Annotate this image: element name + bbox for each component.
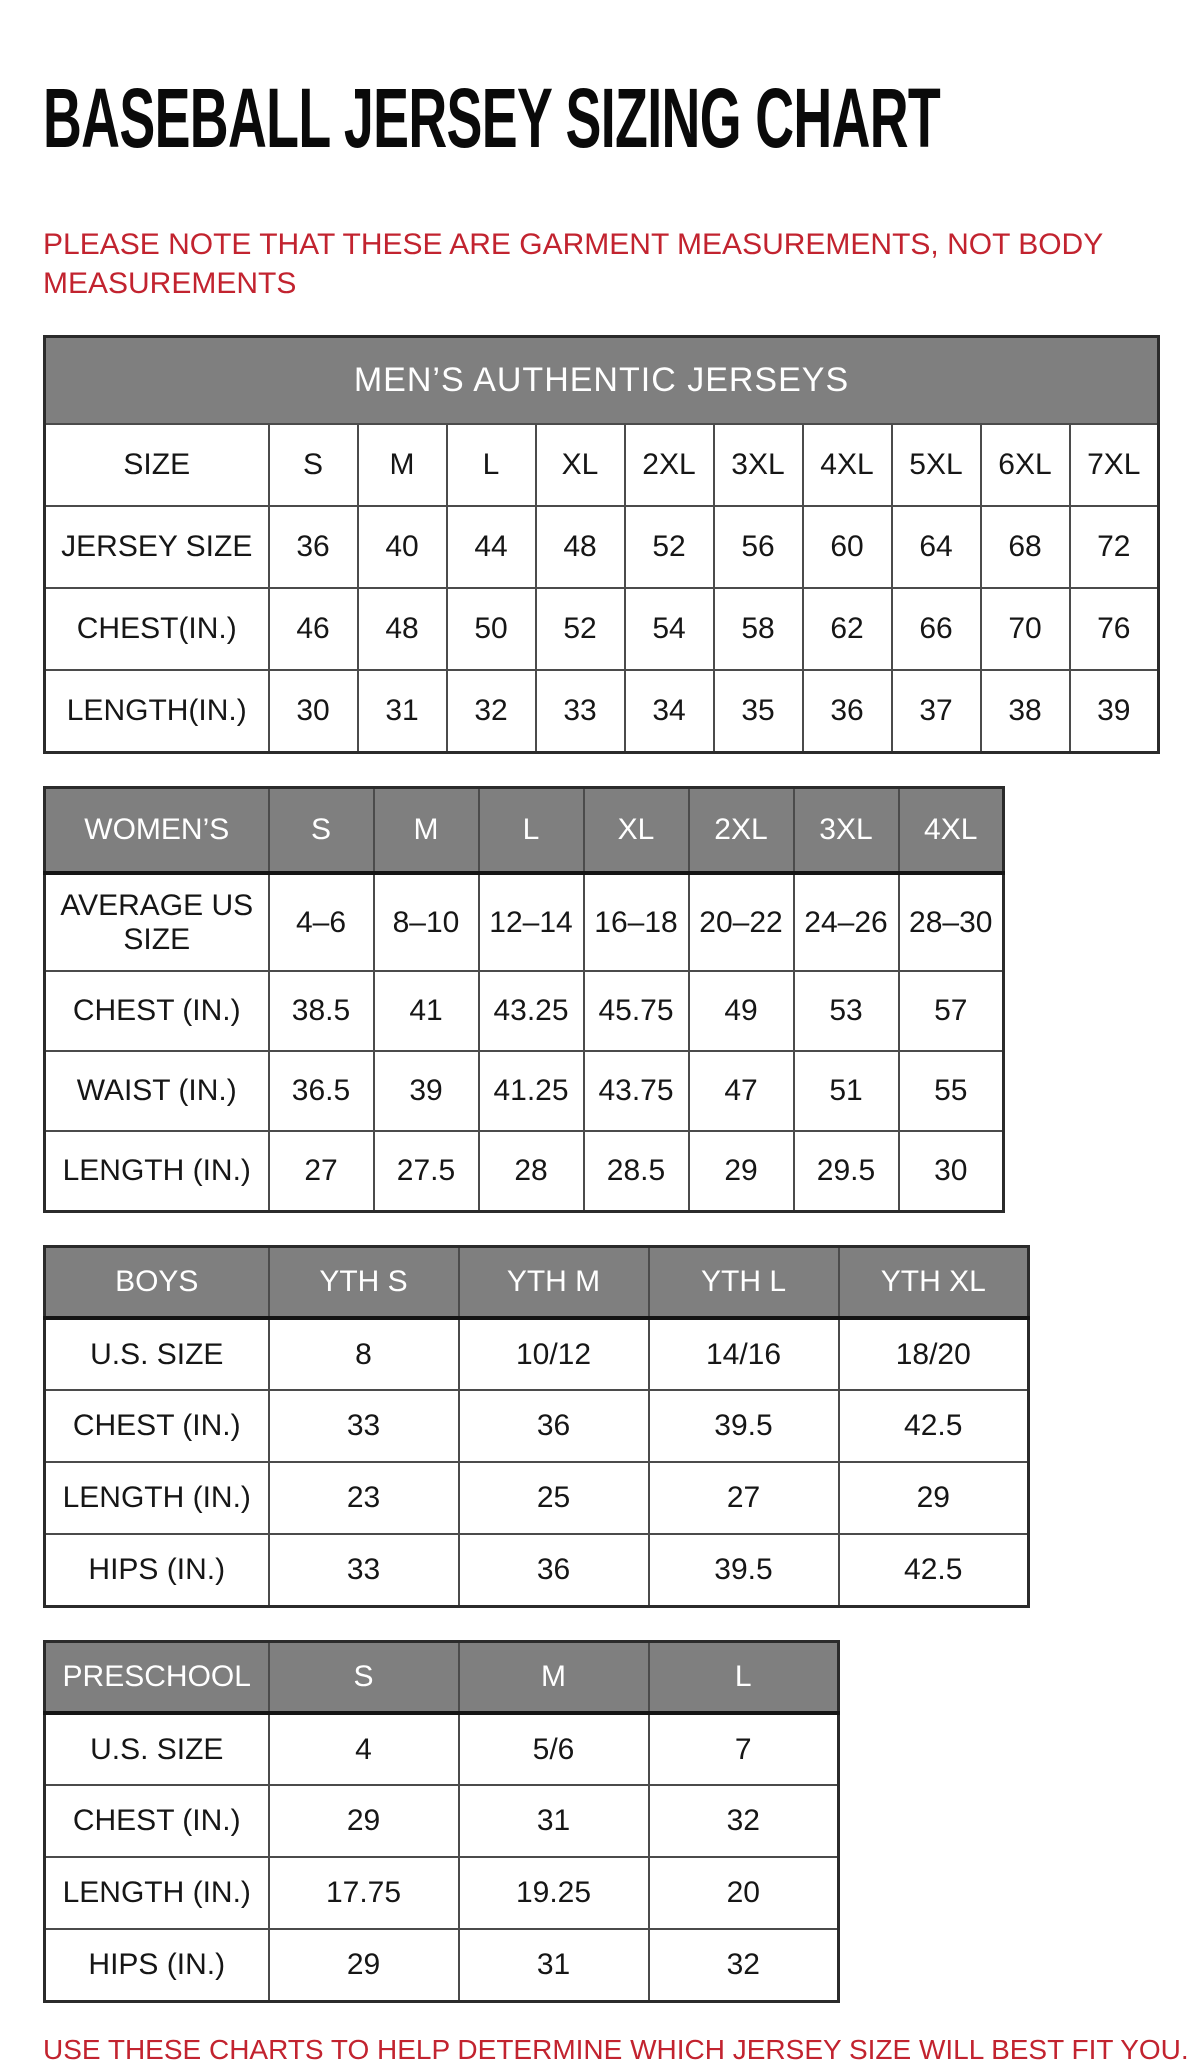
value-cell: 48: [358, 588, 447, 670]
value-cell: 47: [689, 1051, 794, 1131]
value-cell: 39: [1070, 670, 1159, 752]
column-header-cell: YTH S: [269, 1246, 459, 1318]
value-cell: 28–30: [899, 873, 1004, 971]
row-label-cell: LENGTH (IN.): [45, 1857, 269, 1929]
value-cell: 12–14: [479, 873, 584, 971]
row-label-cell: SIZE: [45, 424, 269, 506]
value-cell: 31: [459, 1929, 649, 2001]
value-cell: 28: [479, 1131, 584, 1211]
value-cell: 25: [459, 1462, 649, 1534]
value-cell: 29: [689, 1131, 794, 1211]
value-cell: 19.25: [459, 1857, 649, 1929]
value-cell: 60: [803, 506, 892, 588]
value-cell: 33: [269, 1534, 459, 1606]
boys-sizing-table: [43, 1245, 1030, 1608]
value-cell: 18/20: [839, 1318, 1029, 1390]
value-cell: 14/16: [649, 1318, 839, 1390]
row-label-cell: U.S. SIZE: [45, 1713, 269, 1785]
row-label-cell: CHEST (IN.): [45, 1785, 269, 1857]
value-cell: 42.5: [839, 1534, 1029, 1606]
column-header-cell: L: [479, 787, 584, 873]
value-cell: 27.5: [374, 1131, 479, 1211]
value-cell: 5XL: [892, 424, 981, 506]
column-header-cell: L: [649, 1641, 839, 1713]
table-header-label: BOYS: [45, 1246, 269, 1318]
value-cell: 30: [269, 670, 358, 752]
value-cell: 48: [536, 506, 625, 588]
value-cell: 4: [269, 1713, 459, 1785]
value-cell: 3XL: [714, 424, 803, 506]
value-cell: 54: [625, 588, 714, 670]
column-header-cell: 2XL: [689, 787, 794, 873]
value-cell: 29.5: [794, 1131, 899, 1211]
value-cell: 38: [981, 670, 1070, 752]
garment-measurement-note: PLEASE NOTE THAT THESE ARE GARMENT MEASUREMENTS, NOT BODY MEASUREMENTS: [43, 227, 1103, 300]
column-header-cell: M: [459, 1641, 649, 1713]
value-cell: 30: [899, 1131, 1004, 1211]
value-cell: 68: [981, 506, 1070, 588]
column-header-cell: S: [269, 787, 374, 873]
value-cell: 33: [536, 670, 625, 752]
value-cell: 62: [803, 588, 892, 670]
table-banner: MEN’S AUTHENTIC JERSEYS: [45, 336, 1159, 424]
value-cell: 6XL: [981, 424, 1070, 506]
column-header-cell: 3XL: [794, 787, 899, 873]
value-cell: S: [269, 424, 358, 506]
value-cell: 36: [803, 670, 892, 752]
value-cell: 29: [269, 1785, 459, 1857]
row-label-cell: HIPS (IN.): [45, 1534, 269, 1606]
value-cell: 42.5: [839, 1390, 1029, 1462]
value-cell: 32: [649, 1929, 839, 2001]
womens-sizing-table: [43, 786, 1005, 1213]
value-cell: 52: [625, 506, 714, 588]
column-header-cell: YTH XL: [839, 1246, 1029, 1318]
value-cell: 72: [1070, 506, 1159, 588]
column-header-cell: M: [374, 787, 479, 873]
table-header-label: WOMEN’S: [45, 787, 269, 873]
value-cell: 43.25: [479, 971, 584, 1051]
value-cell: 56: [714, 506, 803, 588]
value-cell: 76: [1070, 588, 1159, 670]
value-cell: 39.5: [649, 1534, 839, 1606]
value-cell: 27: [649, 1462, 839, 1534]
value-cell: 28.5: [584, 1131, 689, 1211]
value-cell: 46: [269, 588, 358, 670]
value-cell: 57: [899, 971, 1004, 1051]
value-cell: 58: [714, 588, 803, 670]
value-cell: 5/6: [459, 1713, 649, 1785]
row-label-cell: LENGTH (IN.): [45, 1131, 269, 1211]
column-header-cell: XL: [584, 787, 689, 873]
value-cell: 51: [794, 1051, 899, 1131]
value-cell: 20: [649, 1857, 839, 1929]
mens-sizing-table: [43, 335, 1160, 754]
value-cell: 34: [625, 670, 714, 752]
value-cell: 2XL: [625, 424, 714, 506]
footer-note: USE THESE CHARTS TO HELP DETERMINE WHICH JERSEY SIZE WILL BEST FIT YOU.: [43, 2033, 1189, 2065]
value-cell: 29: [269, 1929, 459, 2001]
column-header-cell: S: [269, 1641, 459, 1713]
value-cell: 36.5: [269, 1051, 374, 1131]
value-cell: M: [358, 424, 447, 506]
value-cell: 10/12: [459, 1318, 649, 1390]
value-cell: 52: [536, 588, 625, 670]
value-cell: 36: [269, 506, 358, 588]
row-label-cell: JERSEY SIZE: [45, 506, 269, 588]
value-cell: 8: [269, 1318, 459, 1390]
value-cell: 50: [447, 588, 536, 670]
value-cell: 35: [714, 670, 803, 752]
value-cell: 7: [649, 1713, 839, 1785]
value-cell: 43.75: [584, 1051, 689, 1131]
value-cell: 36: [459, 1390, 649, 1462]
value-cell: 39.5: [649, 1390, 839, 1462]
value-cell: 70: [981, 588, 1070, 670]
row-label-cell: HIPS (IN.): [45, 1929, 269, 2001]
value-cell: 38.5: [269, 971, 374, 1051]
value-cell: 32: [649, 1785, 839, 1857]
row-label-cell: CHEST (IN.): [45, 1390, 269, 1462]
value-cell: 8–10: [374, 873, 479, 971]
value-cell: 24–26: [794, 873, 899, 971]
value-cell: 16–18: [584, 873, 689, 971]
value-cell: 66: [892, 588, 981, 670]
value-cell: 39: [374, 1051, 479, 1131]
value-cell: 4XL: [803, 424, 892, 506]
value-cell: 49: [689, 971, 794, 1051]
row-label-cell: WAIST (IN.): [45, 1051, 269, 1131]
value-cell: 20–22: [689, 873, 794, 971]
value-cell: 33: [269, 1390, 459, 1462]
value-cell: 7XL: [1070, 424, 1159, 506]
value-cell: 31: [459, 1785, 649, 1857]
value-cell: 40: [358, 506, 447, 588]
row-label-cell: LENGTH (IN.): [45, 1462, 269, 1534]
value-cell: 31: [358, 670, 447, 752]
row-label-cell: CHEST (IN.): [45, 971, 269, 1051]
preschool-sizing-table: [43, 1640, 840, 2003]
row-label-cell: CHEST(IN.): [45, 588, 269, 670]
value-cell: 4–6: [269, 873, 374, 971]
value-cell: 37: [892, 670, 981, 752]
page-title: BASEBALL JERSEY SIZING CHART: [43, 71, 941, 166]
value-cell: 23: [269, 1462, 459, 1534]
value-cell: 17.75: [269, 1857, 459, 1929]
value-cell: 41.25: [479, 1051, 584, 1131]
value-cell: 27: [269, 1131, 374, 1211]
value-cell: 32: [447, 670, 536, 752]
value-cell: 64: [892, 506, 981, 588]
value-cell: XL: [536, 424, 625, 506]
value-cell: 44: [447, 506, 536, 588]
value-cell: L: [447, 424, 536, 506]
row-label-cell: U.S. SIZE: [45, 1318, 269, 1390]
row-label-cell: LENGTH(IN.): [45, 670, 269, 752]
value-cell: 41: [374, 971, 479, 1051]
value-cell: 53: [794, 971, 899, 1051]
value-cell: 45.75: [584, 971, 689, 1051]
table-header-label: PRESCHOOL: [45, 1641, 269, 1713]
value-cell: 55: [899, 1051, 1004, 1131]
column-header-cell: YTH L: [649, 1246, 839, 1318]
row-label-cell: AVERAGE US SIZE: [45, 873, 269, 971]
value-cell: 29: [839, 1462, 1029, 1534]
value-cell: 36: [459, 1534, 649, 1606]
column-header-cell: YTH M: [459, 1246, 649, 1318]
column-header-cell: 4XL: [899, 787, 1004, 873]
